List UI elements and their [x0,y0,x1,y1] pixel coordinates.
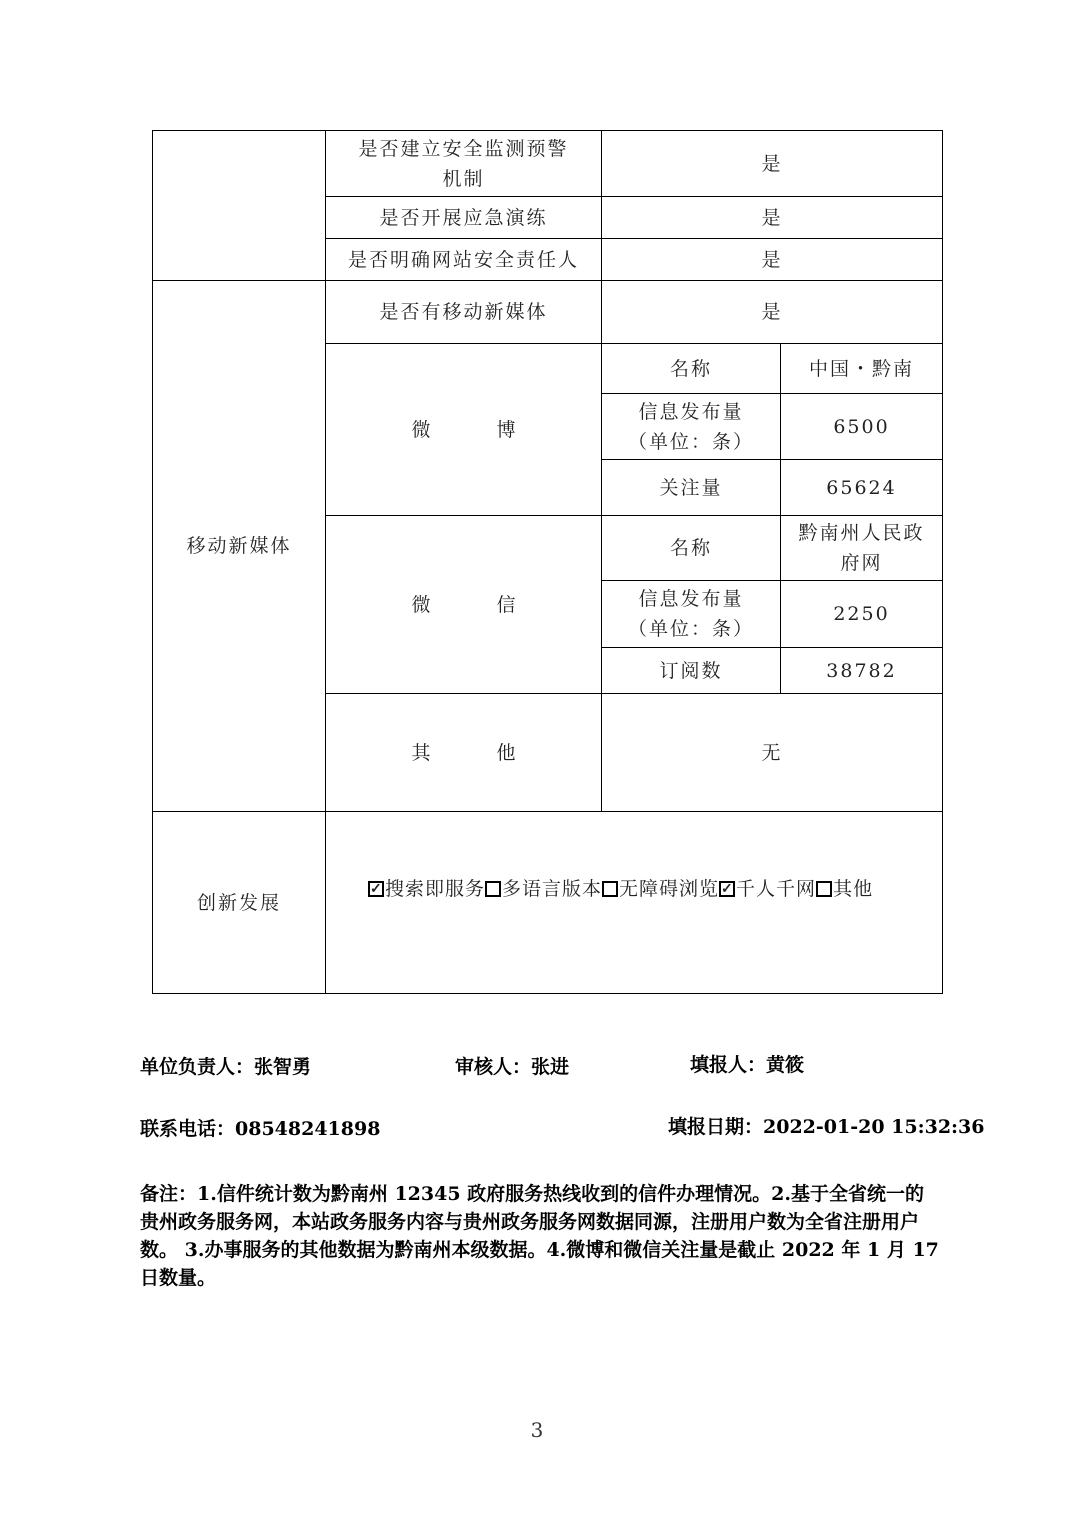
border-bottom [152,993,943,994]
reviewer: 审核人：张进 [455,1056,570,1078]
option-search-service[interactable]: ✓搜索即服务 [368,878,485,900]
innovation-label: 创新发展 [196,891,281,914]
remarks-note: 备注：1.信件统计数为黔南州 12345 政府服务热线收到的信件办理情况。2.基于全省统一的贵州政务服务网，本站政务服务内容与贵州政务服务网数据同源，注册用户数为全省注册用户数。 3.办事服务的其他数据为黔南州本级数据。4.微博和微信关注量是截止 2022 年 1 月 17 日数量。 [140,1183,939,1289]
checkbox-checked-icon[interactable] [368,881,384,897]
weibo-follow-label: 关注量 [659,476,723,499]
checkbox-unchecked-icon[interactable] [816,881,832,897]
wechat-sub-label: 订阅数 [659,659,723,682]
wechat-posts-label: 信息发布量 （单位：条） [627,588,754,640]
checkbox-unchecked-icon[interactable] [602,881,618,897]
weibo-posts-label: 信息发布量 （单位：条） [627,400,754,453]
contact-phone: 联系电话：08548241898 [140,1118,381,1140]
wechat-name-value: 黔南州人民政 府网 [798,522,925,574]
security-monitoring-label: 是否建立安全监测预警 机制 [358,137,569,190]
weibo-follow-value: 65624 [826,476,897,499]
weibo-posts-value: 6500 [833,415,890,438]
mobile-section-label: 移动新媒体 [186,535,292,557]
wechat-sub-value: 38782 [826,659,897,682]
filler: 填报人：黄筱 [690,1054,805,1076]
wechat-name-label: 名称 [669,537,712,559]
emergency-drill-label: 是否开展应急演练 [379,206,548,229]
checkbox-checked-icon[interactable] [719,881,735,897]
other-value: 无 [761,741,783,764]
security-owner-value: 是 [761,248,783,271]
wechat-posts-value: 2250 [833,603,890,625]
security-owner-label: 是否明确网站安全责任人 [347,248,579,271]
page-number: 3 [530,1418,544,1442]
has-mobile-value: 是 [761,301,783,323]
innovation-options [368,874,938,904]
security-monitoring-value: 是 [761,152,783,175]
fill-date: 填报日期：2022-01-20 15:32:36 [668,1116,985,1138]
other-label: 其 他 [411,741,546,764]
weibo-name-label: 名称 [669,357,712,380]
emergency-drill-value: 是 [761,206,783,229]
option-accessibility[interactable]: 无障碍浏览 [602,878,719,900]
wechat-label: 微 信 [411,593,546,616]
option-other[interactable]: 其他 [816,878,873,900]
checkbox-unchecked-icon[interactable] [485,881,501,897]
border-right [942,130,943,994]
option-multilanguage[interactable]: 多语言版本 [485,878,602,900]
unit-leader: 单位负责人：张智勇 [140,1056,312,1078]
option-personalized[interactable]: ✓ 千人千网 [719,878,816,900]
weibo-name-value: 中国・黔南 [808,357,914,380]
has-mobile-label: 是否有移动新媒体 [379,301,548,323]
weibo-label: 微 博 [411,418,546,441]
